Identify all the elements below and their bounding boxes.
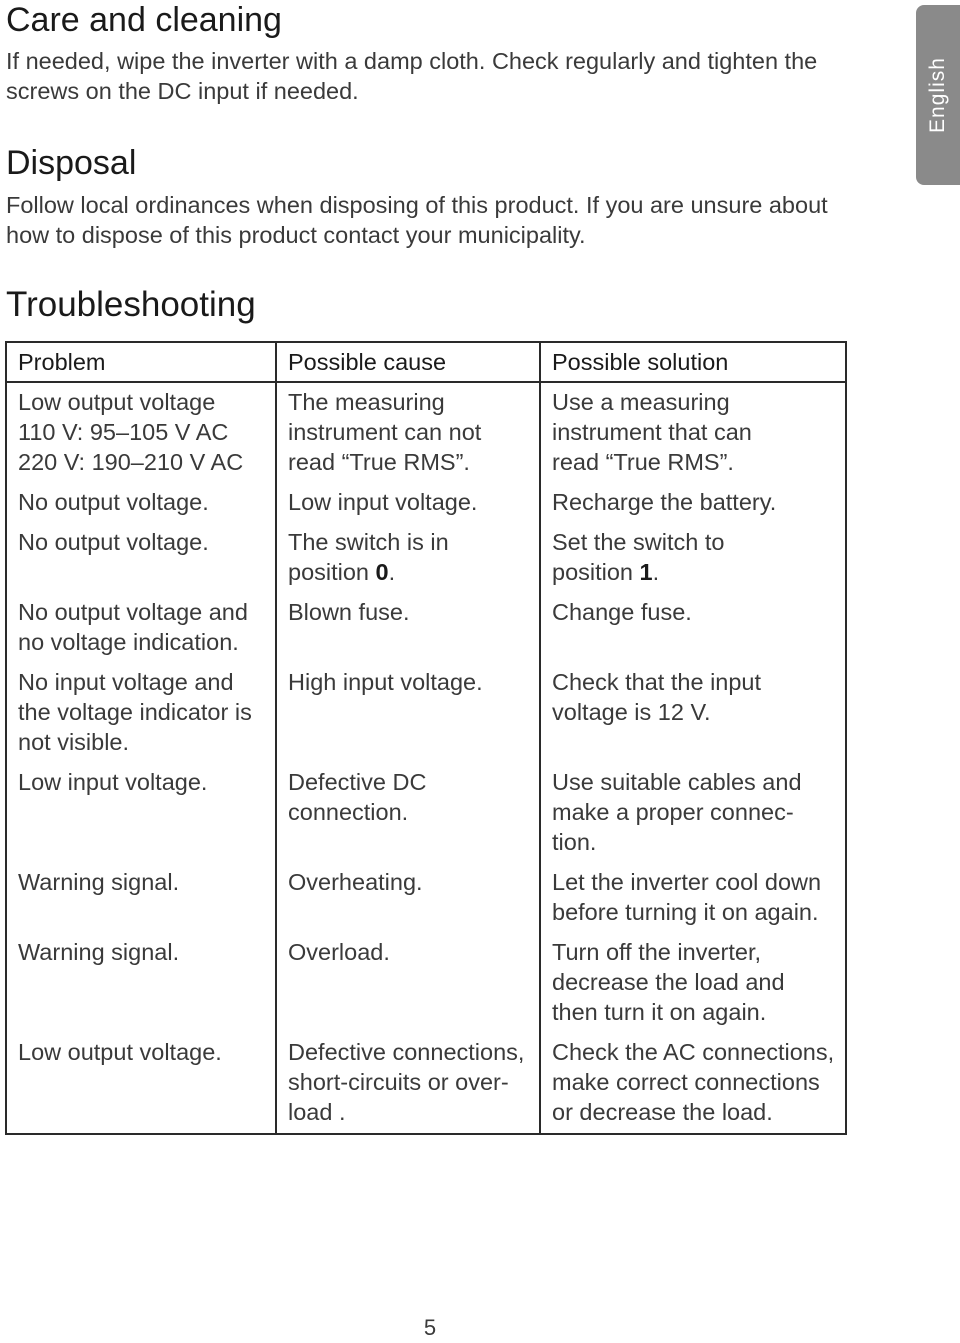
table-row: [6, 663, 846, 763]
cell-text: Use a measuring: [552, 389, 730, 415]
cell-text: instrument can not: [288, 419, 482, 445]
table-body: [6, 382, 846, 1134]
cell-text: 110 V: 95–105 V AC: [18, 419, 229, 445]
section-title-troubleshooting: Troubleshooting: [6, 285, 256, 324]
cell-cause: [276, 863, 540, 933]
cell-text: Warning signal.: [18, 939, 180, 965]
cell-text: Defective DC: [288, 769, 427, 795]
section-title-care: Care and cleaning: [6, 1, 282, 39]
cell-text: then turn it on again.: [552, 999, 767, 1025]
cell-text: Recharge the battery.: [552, 489, 777, 515]
cell-text: load .: [288, 1099, 346, 1125]
cell-text: Blown fuse.: [288, 599, 410, 625]
cell-text: Low input voltage.: [18, 769, 208, 795]
switch-position-value: 0: [375, 559, 389, 585]
cell-text: the voltage indicator is: [18, 699, 252, 725]
cell-cause: [276, 382, 540, 483]
cell-cause: [276, 523, 540, 593]
language-tab-label: English: [926, 57, 949, 133]
cell-text: No output voltage.: [18, 529, 209, 555]
table-row: [6, 382, 846, 483]
cell-text: instrument that can: [552, 419, 752, 445]
cell-text: Change fuse.: [552, 599, 692, 625]
troubleshooting-table: [5, 341, 847, 1135]
cell-text: Low output voltage: [18, 389, 216, 415]
cell-text: connection.: [288, 799, 409, 825]
cell-text: Check that the input: [552, 669, 762, 695]
table-row: [6, 863, 846, 933]
cell-cause: [276, 763, 540, 863]
cell-text: 220 V: 190–210 V AC: [18, 449, 244, 475]
cell-solution: [540, 663, 846, 763]
cell-text: The switch is in: [288, 529, 449, 555]
care-paragraph: If needed, wipe the inverter with a damp cloth. Check regularly and tighten the screws on the DC input if needed.: [6, 48, 818, 104]
cell-problem: [6, 523, 276, 593]
cell-problem: [6, 382, 276, 483]
cell-text: Overheating.: [288, 869, 423, 895]
cell-text: read “True RMS”.: [552, 449, 734, 475]
cell-text: The measuring: [288, 389, 445, 415]
cell-text: Turn off the inverter,: [552, 939, 761, 965]
cell-text: No input voltage and: [18, 669, 234, 695]
cell-solution: [540, 483, 846, 523]
cell-problem: [6, 593, 276, 663]
cell-text: read “True RMS”.: [288, 449, 470, 475]
cell-text: voltage is 12 V.: [552, 699, 711, 725]
cell-text: Low output voltage.: [18, 1039, 222, 1065]
cell-solution: [540, 593, 846, 663]
table-row: [6, 1033, 846, 1134]
cell-solution: [540, 523, 846, 593]
header-possible-cause: Possible cause: [276, 342, 540, 382]
cell-cause: [276, 663, 540, 763]
cell-text: High input voltage.: [288, 669, 483, 695]
language-tab: [916, 5, 960, 185]
cell-text: No output voltage and: [18, 599, 248, 625]
cell-cause: [276, 483, 540, 523]
cell-cause: [276, 933, 540, 1033]
cell-text: tion.: [552, 829, 597, 855]
cell-cause: [276, 1033, 540, 1134]
table-row: [6, 593, 846, 663]
cell-problem: [6, 863, 276, 933]
cell-problem: [6, 763, 276, 863]
cell-solution: [540, 933, 846, 1033]
cell-text: Let the inverter cool down: [552, 869, 822, 895]
header-problem: Problem: [6, 342, 276, 382]
cell-text: position 1.: [552, 559, 660, 585]
cell-problem: [6, 1033, 276, 1134]
cell-text: Use suitable cables and: [552, 769, 802, 795]
cell-text: Low input voltage.: [288, 489, 478, 515]
disposal-paragraph: Follow local ordinances when disposing of this product. If you are unsure about how to dispose of this product contact your municipality.: [6, 192, 828, 248]
table-row: [6, 763, 846, 863]
cell-text: short-circuits or over-: [288, 1069, 509, 1095]
table-row: [6, 523, 846, 593]
cell-text: Check the AC connections,: [552, 1039, 835, 1065]
cell-problem: [6, 483, 276, 523]
cell-text: before turning it on again.: [552, 899, 819, 925]
table-row: [6, 933, 846, 1033]
cell-problem: [6, 933, 276, 1033]
cell-text: Defective connections,: [288, 1039, 525, 1065]
cell-text: decrease the load and: [552, 969, 785, 995]
cell-text: position 0.: [288, 559, 396, 585]
cell-solution: [540, 863, 846, 933]
cell-text: No output voltage.: [18, 489, 209, 515]
page-number: 5: [423, 1315, 437, 1340]
section-title-disposal: Disposal: [6, 144, 137, 182]
cell-solution: [540, 1033, 846, 1134]
switch-position-value: 1: [639, 559, 653, 585]
cell-cause: [276, 593, 540, 663]
table-header-row: [6, 342, 846, 382]
cell-solution: [540, 382, 846, 483]
cell-text: Set the switch to: [552, 529, 725, 555]
cell-text: make correct connections: [552, 1069, 820, 1095]
cell-problem: [6, 663, 276, 763]
header-possible-solution: Possible solution: [540, 342, 846, 382]
cell-text: Overload.: [288, 939, 390, 965]
cell-text: no voltage indication.: [18, 629, 239, 655]
cell-text: not visible.: [18, 729, 130, 755]
cell-solution: [540, 763, 846, 863]
cell-text: make a proper connec-: [552, 799, 794, 825]
cell-text: Warning signal.: [18, 869, 180, 895]
cell-text: or decrease the load.: [552, 1099, 773, 1125]
table-row: [6, 483, 846, 523]
